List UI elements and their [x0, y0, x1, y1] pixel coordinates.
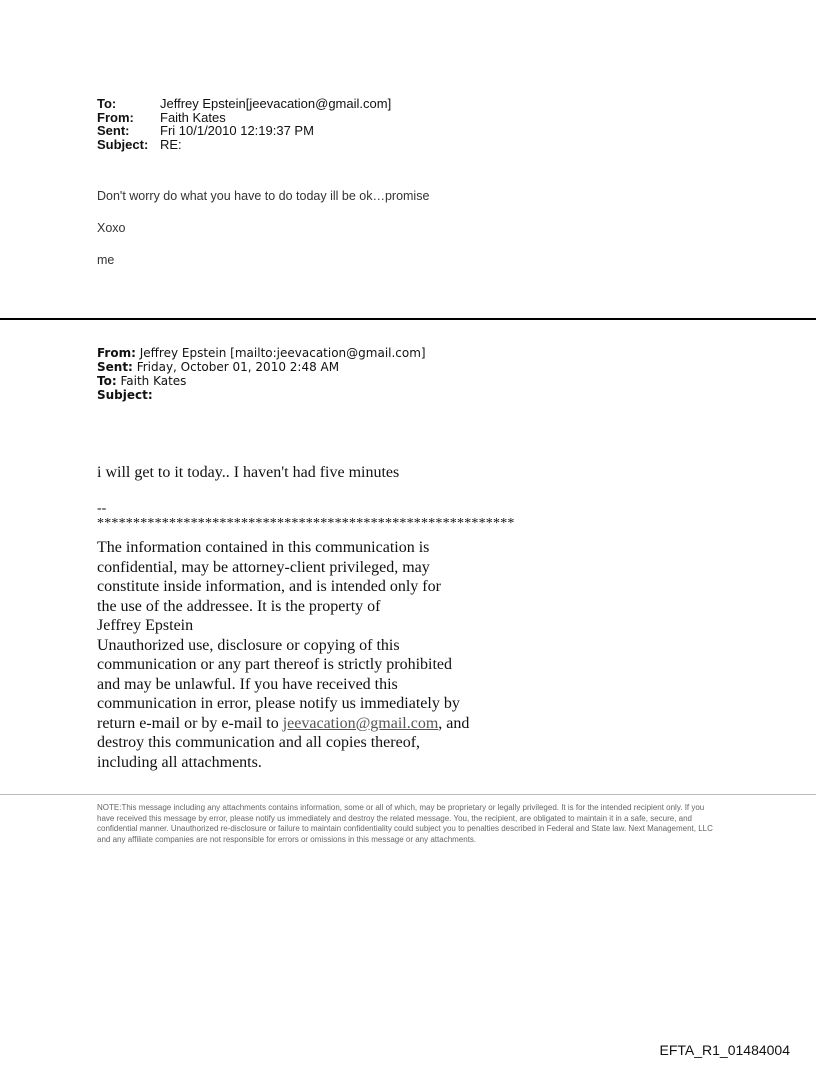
disclaimer-link-prefix: return e-mail or by e-mail to [97, 714, 283, 732]
disclaimer-line: including all attachments. [97, 753, 262, 771]
email2-subject-row [97, 388, 426, 402]
sent-value: Friday, October 01, 2010 2:48 AM [136, 360, 340, 374]
from-label: From: [97, 346, 136, 360]
disclaimer-line: The information contained in this communication is [97, 539, 430, 556]
email1-from-row [97, 111, 391, 125]
disclaimer-line: Jeffrey Epstein [97, 617, 194, 634]
from-value: Faith Kates [160, 109, 226, 125]
email2-sent-row [97, 360, 426, 374]
disclaimer-line: constitute inside information, and is intended only for [97, 578, 441, 595]
document-id: EFTA_R1_01484004 [659, 1042, 790, 1058]
email2-header [97, 346, 426, 402]
disclaimer-link-suffix: , and [438, 714, 470, 732]
disclaimer-line: destroy this communication and all copies thereof, [97, 734, 421, 751]
sent-label: Sent: [97, 360, 133, 374]
sent-label: Sent: [97, 123, 130, 138]
subject-label: Subject: [97, 388, 153, 402]
subject-label: Subject: [97, 136, 149, 152]
email1-sent-row [97, 124, 391, 138]
email1-body-line: me [97, 253, 115, 267]
disclaimer-line: communication in error, please notify us immediately by [97, 695, 460, 712]
email2-from-row [97, 346, 426, 360]
email-link[interactable]: jeevacation@gmail.com [282, 714, 439, 732]
to-label: To: [97, 374, 117, 388]
email1-to-row [97, 97, 391, 111]
to-value: Faith Kates [120, 374, 187, 388]
disclaimer-line: communication or any part thereof is strictly prohibited [97, 656, 453, 673]
email1-header [97, 97, 391, 151]
confidentiality-disclaimer [97, 538, 497, 772]
signature-dash: -- [97, 501, 107, 516]
email2-body: i will get to it today.. I haven't had five minutes [97, 464, 400, 481]
email1-body-line: Xoxo [97, 221, 126, 235]
from-value: Jeffrey Epstein [mailto:jeevacation@gmail.com] [139, 346, 426, 360]
email1-body-line: Don't worry do what you have to do today ill be ok…promise [97, 189, 430, 203]
from-label: From: [97, 109, 134, 125]
signature-stars: ********************************************************** [97, 516, 515, 531]
disclaimer-line: and may be unlawful. If you have received this [97, 675, 398, 693]
disclaimer-line: the use of the addressee. It is the property of [97, 597, 381, 615]
legal-note: NOTE:This message including any attachments contains information, some or all of which, may be proprietary or legally privileged. It is for the intended recipient only. If you have received this message by error, please notify us immediately and destroy the related message. You, the recipient, are obligated to maintain it in a safe, secure, and confidential manner. Unauthorized re-disclosure or failure to maintain confidentiality could subject you to penalties described in Federal and State law. Next Management, LLC and any affiliate companies are not responsible for errors or omissions in this message or any attachments. [97, 803, 713, 845]
sent-value: Fri 10/1/2010 12:19:37 PM [160, 123, 314, 138]
disclaimer-line [97, 714, 497, 734]
subject-value: RE: [160, 136, 182, 152]
to-value: Jeffrey Epstein[jeevacation@gmail.com] [160, 96, 392, 111]
email2-to-row [97, 374, 426, 388]
footer-rule [0, 794, 816, 795]
email1-subject-row [97, 138, 391, 152]
disclaimer-line: Unauthorized use, disclosure or copying of this [97, 636, 400, 654]
disclaimer-line: confidential, may be attorney-client privileged, may [97, 558, 430, 576]
to-label: To: [97, 96, 117, 111]
separator-rule [0, 318, 816, 320]
